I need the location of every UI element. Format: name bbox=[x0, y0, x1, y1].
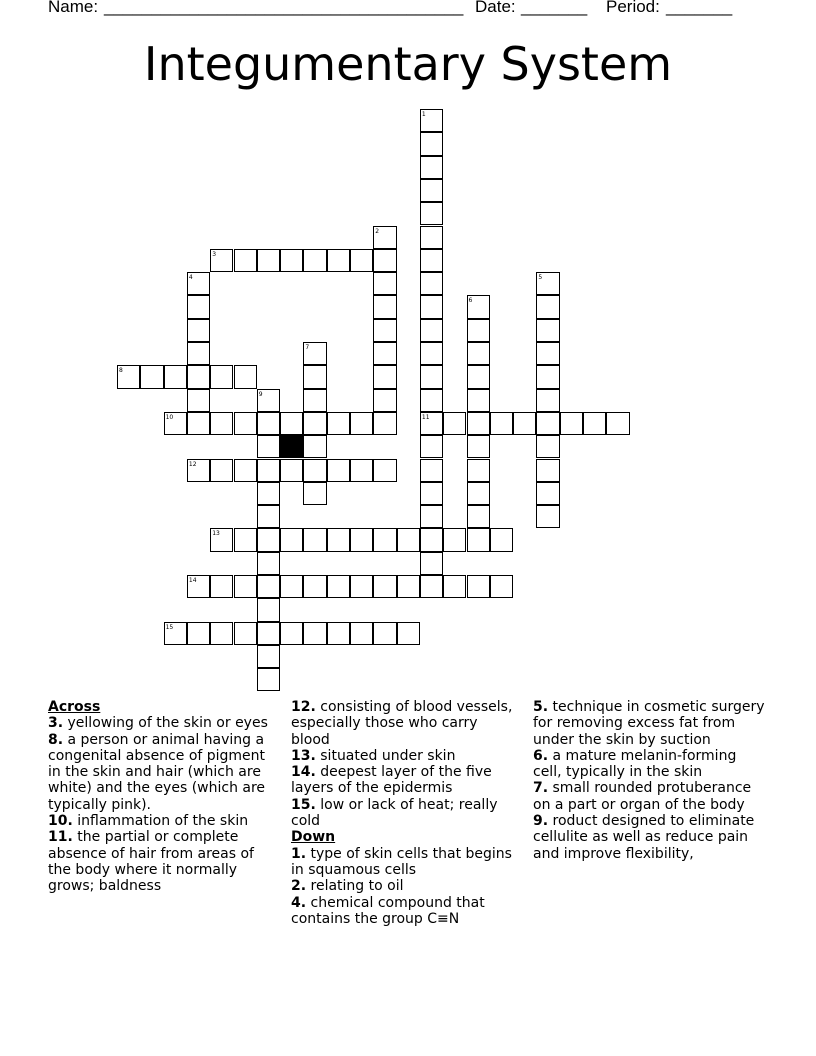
across-heading: Across bbox=[48, 699, 101, 715]
page-title: Integumentary System bbox=[143, 37, 673, 91]
grid-cell[interactable] bbox=[280, 575, 303, 598]
clue-number: 11 bbox=[421, 413, 430, 421]
grid-cell[interactable] bbox=[234, 528, 257, 551]
grid-cell[interactable] bbox=[420, 109, 443, 132]
grid-cell[interactable] bbox=[327, 249, 350, 272]
grid-cell[interactable] bbox=[420, 156, 443, 179]
clue-across-3: 3. yellowing of the skin or eyes bbox=[48, 715, 268, 732]
grid-cell[interactable] bbox=[606, 412, 629, 435]
grid-cell[interactable] bbox=[257, 435, 280, 458]
grid-cell[interactable] bbox=[420, 389, 443, 412]
grid-cell[interactable] bbox=[467, 505, 490, 528]
grid-cell[interactable] bbox=[373, 412, 396, 435]
grid-cell[interactable] bbox=[280, 459, 303, 482]
grid-cell[interactable] bbox=[373, 528, 396, 551]
clue-number: 6 bbox=[468, 297, 473, 305]
clue-number: 8 bbox=[119, 367, 123, 375]
grid-cell[interactable] bbox=[420, 272, 443, 295]
grid-cell[interactable] bbox=[536, 459, 559, 482]
grid-cell[interactable] bbox=[210, 365, 233, 388]
grid-cell[interactable] bbox=[187, 295, 210, 318]
grid-cell[interactable] bbox=[467, 365, 490, 388]
grid-cell[interactable] bbox=[420, 528, 443, 551]
grid-cell[interactable] bbox=[303, 528, 326, 551]
grid-cell[interactable] bbox=[467, 412, 490, 435]
grid-cell[interactable] bbox=[373, 226, 396, 249]
clue-down-9: 9. roduct designed to eliminate cellulite as well as reduce pain and improve flexibility, bbox=[533, 813, 755, 862]
grid-cell[interactable] bbox=[187, 389, 210, 412]
grid-cell[interactable] bbox=[536, 412, 559, 435]
grid-cell[interactable] bbox=[350, 459, 373, 482]
clue-number: 4 bbox=[188, 274, 193, 282]
grid-cell[interactable] bbox=[536, 365, 559, 388]
clue-number: 14 bbox=[188, 577, 197, 584]
grid-cell[interactable] bbox=[257, 482, 280, 505]
clue-column-2 bbox=[291, 699, 516, 927]
grid-cell[interactable] bbox=[420, 342, 443, 365]
grid-cell[interactable] bbox=[257, 645, 280, 668]
grid-cell[interactable] bbox=[280, 412, 303, 435]
grid-cell[interactable] bbox=[536, 435, 559, 458]
grid-cell[interactable] bbox=[303, 389, 326, 412]
grid-cell[interactable] bbox=[187, 412, 210, 435]
clue-down-4: 4. chemical compound that contains the group C≡N bbox=[291, 894, 485, 927]
clue-number: 2 bbox=[375, 227, 380, 235]
grid-cell[interactable] bbox=[303, 575, 326, 598]
down-heading: Down bbox=[291, 829, 336, 846]
grid-cell[interactable] bbox=[513, 412, 536, 435]
grid-cell[interactable] bbox=[560, 412, 583, 435]
grid-cell[interactable] bbox=[234, 412, 257, 435]
grid-cell[interactable] bbox=[420, 202, 443, 225]
grid-cell[interactable] bbox=[257, 668, 280, 691]
grid-cell[interactable] bbox=[420, 319, 443, 342]
grid-cell[interactable] bbox=[420, 295, 443, 318]
grid-cell[interactable] bbox=[350, 622, 373, 645]
grid-cell[interactable] bbox=[536, 505, 559, 528]
grid-cell[interactable] bbox=[467, 435, 490, 458]
grid-cell[interactable] bbox=[350, 249, 373, 272]
grid-cell[interactable] bbox=[420, 505, 443, 528]
clue-across-8: 8. a person or animal having a congenital absence of pigment in the skin and hair (which are white) and the eyes (which are typically pink). bbox=[48, 731, 266, 813]
grid-cell[interactable] bbox=[187, 365, 210, 388]
grid-cell[interactable] bbox=[420, 459, 443, 482]
grid-cell[interactable] bbox=[257, 249, 280, 272]
grid-cell[interactable] bbox=[373, 319, 396, 342]
grid-cell[interactable] bbox=[210, 412, 233, 435]
grid-cell[interactable] bbox=[373, 622, 396, 645]
clue-number: 12 bbox=[188, 460, 197, 468]
grid-cell[interactable] bbox=[303, 622, 326, 645]
clue-number: 3 bbox=[212, 250, 217, 258]
grid-cell[interactable] bbox=[303, 459, 326, 482]
grid-cell[interactable] bbox=[187, 575, 210, 598]
clue-down-1: 1. type of skin cells that begins in squamous cells bbox=[291, 845, 512, 878]
grid-cell[interactable] bbox=[280, 622, 303, 645]
date-field[interactable]: _______ bbox=[521, 0, 588, 16]
grid-cell[interactable] bbox=[397, 622, 420, 645]
grid-cell[interactable] bbox=[373, 389, 396, 412]
grid-cell[interactable] bbox=[420, 552, 443, 575]
grid-cell[interactable] bbox=[420, 132, 443, 155]
grid-cell[interactable] bbox=[490, 528, 513, 551]
grid-cell[interactable] bbox=[467, 319, 490, 342]
clue-across-10: 10. inflammation of the skin bbox=[48, 813, 249, 830]
grid-cell[interactable] bbox=[443, 575, 466, 598]
grid-cell[interactable] bbox=[420, 435, 443, 458]
grid-cell[interactable] bbox=[234, 459, 257, 482]
grid-cell[interactable] bbox=[467, 459, 490, 482]
grid-cell[interactable] bbox=[257, 412, 280, 435]
grid-cell[interactable] bbox=[490, 412, 513, 435]
grid-cell[interactable] bbox=[350, 528, 373, 551]
date-label: Date: bbox=[475, 0, 516, 16]
grid-cell[interactable] bbox=[303, 412, 326, 435]
grid-cell[interactable] bbox=[536, 389, 559, 412]
grid-cell[interactable] bbox=[420, 226, 443, 249]
grid-cell[interactable] bbox=[467, 528, 490, 551]
grid-cell[interactable] bbox=[140, 365, 163, 388]
grid-cell[interactable] bbox=[420, 179, 443, 202]
grid-cell[interactable] bbox=[350, 575, 373, 598]
grid-cell[interactable] bbox=[536, 272, 559, 295]
grid-cell[interactable] bbox=[303, 482, 326, 505]
grid-cell[interactable] bbox=[327, 575, 350, 598]
grid-cell[interactable] bbox=[257, 528, 280, 551]
grid-cell[interactable] bbox=[467, 389, 490, 412]
clue-down-6: 6. a mature melanin-forming cell, typically in the skin bbox=[533, 747, 737, 781]
grid-cell[interactable] bbox=[327, 622, 350, 645]
period-field[interactable]: _______ bbox=[666, 0, 733, 16]
grid-cell[interactable] bbox=[373, 295, 396, 318]
grid-cell[interactable] bbox=[257, 575, 280, 598]
grid-cell[interactable] bbox=[373, 365, 396, 388]
grid-cell[interactable] bbox=[583, 412, 606, 435]
grid-cell[interactable] bbox=[420, 482, 443, 505]
grid-cell[interactable] bbox=[536, 319, 559, 342]
grid-cell[interactable] bbox=[187, 622, 210, 645]
grid-cell[interactable] bbox=[257, 389, 280, 412]
grid-cell[interactable] bbox=[467, 295, 490, 318]
grid-cell[interactable] bbox=[397, 528, 420, 551]
grid-cell[interactable] bbox=[467, 482, 490, 505]
clue-down-2: 2. relating to oil bbox=[291, 878, 404, 895]
clue-across-14: 14. deepest layer of the five layers of the epidermis bbox=[291, 764, 492, 797]
grid-cell[interactable] bbox=[327, 412, 350, 435]
grid-cell[interactable] bbox=[234, 622, 257, 645]
grid-cell[interactable] bbox=[327, 528, 350, 551]
grid-cell[interactable] bbox=[443, 412, 466, 435]
grid-cell[interactable] bbox=[373, 459, 396, 482]
grid-cell[interactable] bbox=[210, 622, 233, 645]
grid-cell[interactable] bbox=[164, 365, 187, 388]
grid-cell[interactable] bbox=[373, 249, 396, 272]
grid-cell[interactable] bbox=[257, 622, 280, 645]
grid-cell[interactable] bbox=[373, 342, 396, 365]
grid-cell[interactable] bbox=[117, 365, 140, 388]
clue-across-11: 11. the partial or complete absence of hair from areas of the body where it normally grows; baldness bbox=[48, 829, 254, 895]
grid-cell[interactable] bbox=[327, 459, 350, 482]
grid-cell[interactable] bbox=[467, 575, 490, 598]
clue-column-3 bbox=[533, 699, 768, 862]
clue-number: 15 bbox=[165, 623, 174, 631]
grid-cell[interactable] bbox=[164, 622, 187, 645]
grid-cell[interactable] bbox=[257, 459, 280, 482]
grid-cell[interactable] bbox=[467, 342, 490, 365]
grid-cell[interactable] bbox=[210, 249, 233, 272]
grid-cell[interactable] bbox=[210, 575, 233, 598]
grid-cell[interactable] bbox=[187, 272, 210, 295]
grid-cell[interactable] bbox=[420, 365, 443, 388]
clue-down-5: 5. technique in cosmetic surgery for removing excess fat from under the skin by suction bbox=[533, 699, 765, 748]
grid-cell[interactable] bbox=[303, 342, 326, 365]
clue-across-13: 13. situated under skin bbox=[291, 747, 456, 764]
grid-cell[interactable] bbox=[536, 342, 559, 365]
clue-down-7: 7. small rounded protuberance on a part or organ of the body bbox=[533, 780, 752, 813]
grid-cell[interactable] bbox=[234, 249, 257, 272]
grid-cell[interactable] bbox=[373, 272, 396, 295]
grid-cell[interactable] bbox=[373, 575, 396, 598]
grid-cell[interactable] bbox=[443, 528, 466, 551]
grid-cell[interactable] bbox=[397, 575, 420, 598]
grid-cell[interactable] bbox=[490, 575, 513, 598]
grid-cell[interactable] bbox=[187, 319, 210, 342]
grid-cell[interactable] bbox=[164, 412, 187, 435]
clue-number: 13 bbox=[212, 530, 220, 538]
grid-cell[interactable] bbox=[280, 249, 303, 272]
grid-cell[interactable] bbox=[234, 365, 257, 388]
clue-across-15: 15. low or lack of heat; really cold bbox=[291, 796, 498, 830]
period-label: Period: bbox=[606, 0, 660, 16]
black-cell bbox=[280, 435, 303, 458]
name-field[interactable]: ______________________________________ bbox=[104, 0, 464, 16]
grid-cell[interactable] bbox=[536, 482, 559, 505]
grid-cell[interactable] bbox=[234, 575, 257, 598]
clue-number: 5 bbox=[538, 274, 543, 282]
clue-number: 1 bbox=[421, 111, 426, 118]
clue-number: 7 bbox=[305, 344, 310, 351]
clue-number: 9 bbox=[258, 390, 263, 398]
grid-cell[interactable] bbox=[420, 249, 443, 272]
grid-cell[interactable] bbox=[420, 412, 443, 435]
grid-cell[interactable] bbox=[257, 552, 280, 575]
clue-number: 10 bbox=[165, 413, 174, 421]
grid-cell[interactable] bbox=[420, 575, 443, 598]
clue-across-12: 12. consisting of blood vessels, especially those who carry blood bbox=[291, 699, 513, 748]
grid-cell[interactable] bbox=[303, 249, 326, 272]
grid-cell[interactable] bbox=[303, 365, 326, 388]
grid-cell[interactable] bbox=[536, 295, 559, 318]
grid-cell[interactable] bbox=[257, 505, 280, 528]
grid-cell[interactable] bbox=[280, 528, 303, 551]
grid-cell[interactable] bbox=[210, 459, 233, 482]
grid-cell[interactable] bbox=[350, 412, 373, 435]
grid-cell[interactable] bbox=[187, 459, 210, 482]
grid-cell[interactable] bbox=[257, 598, 280, 621]
grid-cell[interactable] bbox=[303, 435, 326, 458]
name-label: Name: bbox=[48, 0, 99, 16]
grid-cell[interactable] bbox=[187, 342, 210, 365]
grid-cell[interactable] bbox=[210, 528, 233, 551]
clue-column-1 bbox=[48, 699, 268, 895]
